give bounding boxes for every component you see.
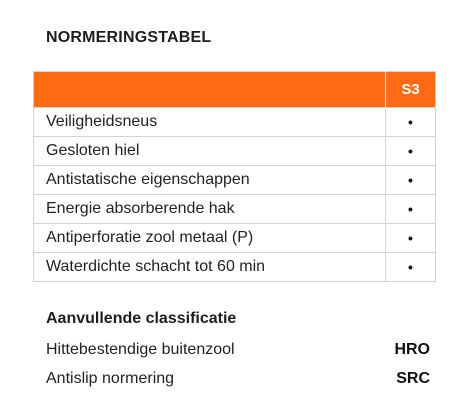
row-label: Antistatische eigenschappen (34, 166, 386, 195)
table-row (34, 195, 436, 224)
row-label: Veiligheidsneus (34, 108, 386, 137)
header-label-cell (34, 72, 386, 108)
classification-label: Hittebestendige buitenzool (46, 341, 235, 358)
table-row (34, 224, 436, 253)
table-row (34, 253, 436, 282)
table-row (34, 108, 436, 137)
classification-code: HRO (394, 341, 430, 358)
row-check-mark: • (386, 166, 436, 195)
additional-classification-title: Aanvullende classificatie (46, 310, 237, 327)
row-check-mark: • (386, 137, 436, 166)
row-check-mark: • (386, 108, 436, 137)
row-label: Antiperforatie zool metaal (P) (34, 224, 386, 253)
table-row (34, 166, 436, 195)
classification-code: SRC (396, 370, 430, 387)
row-check-mark: • (386, 224, 436, 253)
table-row (34, 137, 436, 166)
table-header-row (34, 72, 436, 108)
classification-label: Antislip normering (46, 370, 175, 387)
table-title: NORMERINGSTABEL (46, 29, 212, 46)
row-check-mark: • (386, 195, 436, 224)
row-label: Energie absorberende hak (34, 195, 386, 224)
row-check-mark: • (386, 253, 436, 282)
norm-table (33, 71, 436, 282)
header-s3-cell: S3 (386, 72, 436, 108)
row-label: Gesloten hiel (34, 137, 386, 166)
row-label: Waterdichte schacht tot 60 min (34, 253, 386, 282)
